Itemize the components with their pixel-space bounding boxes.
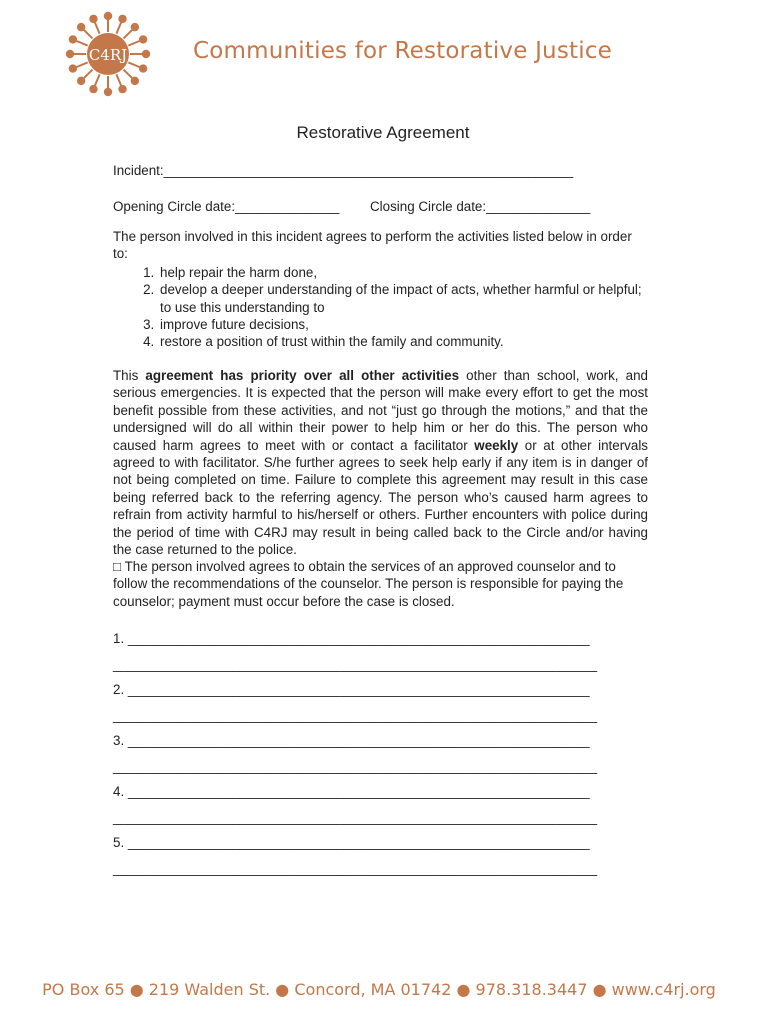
weekly-emphasis: weekly [474,437,519,453]
logo-ray-dot [104,88,112,96]
logo-ray [95,23,100,34]
activity-line[interactable]: 4. ______________________________________________________________ [113,784,590,799]
activity-line[interactable]: 1. ______________________________________________________________ [113,631,590,646]
logo-ray-dot [118,85,126,93]
logo-ray [77,41,88,46]
logo-ray [116,23,121,34]
logo-ray [84,70,92,78]
goals-list [113,264,648,351]
logo-ray-dot [77,77,85,85]
logo-ray-dot [118,15,126,23]
intro-section [113,228,648,351]
activity-lines [113,630,633,885]
incident-field[interactable]: Incident:_______________________________________________________ [113,163,574,178]
activity-line[interactable]: _________________________________________________________________ [113,759,598,775]
logo-ray-dot [89,15,97,23]
priority-text: other than school, work, and serious emergencies. It is expected that the person will make every effort to get the most benefit possible from these activities, and not “just go through the motions,” and that the undersigned will do all within their power to help him or her do this. The person who caused harm agrees to meet with or contact a facilitator [113,368,648,453]
goal-item: 2. develop a deeper understanding of the impact of acts, whether harmful or helpful; to use this understanding to [158,281,648,316]
logo-ray [95,74,100,85]
activity-entry [113,630,633,681]
goal-item: 4. restore a position of trust within the family and community. [158,333,648,350]
counselor-text[interactable]: □ The person involved agrees to obtain the services of an approved counselor and to follow the recommendations of the counselor. The person is responsible for paying the counselor; payment must occur before the case is closed. [113,559,624,609]
logo-ray [128,41,139,46]
activity-line[interactable]: 2. ______________________________________________________________ [113,682,590,697]
logo-ray-dot [69,35,77,43]
activity-line[interactable]: _________________________________________________________________ [113,810,598,826]
c4rj-logo [62,8,154,100]
logo-ray-dot [139,35,147,43]
logo-ray-dot [131,23,139,31]
logo-ray [124,70,132,78]
activity-entry [113,834,633,885]
logo-ray-dot [131,77,139,85]
logo-ray [84,30,92,38]
priority-emphasis: agreement has priority over all other activities [145,368,460,383]
footer-address: PO Box 65 ● 219 Walden St. ● Concord, MA 01742 ● 978.318.3447 ● www.c4rj.org [42,980,716,999]
logo-ray-dot [139,64,147,72]
activity-line[interactable]: _________________________________________________________________ [113,708,598,724]
logo-ray [77,62,88,67]
logo-ray-dot [89,85,97,93]
counselor-paragraph [113,558,648,610]
logo-ray-dot [77,23,85,31]
org-name: Communities for Restorative Justice [193,38,613,64]
activity-line[interactable]: _________________________________________________________________ [113,657,598,673]
document-title: Restorative Agreement [296,123,470,142]
goal-item: 3. improve future decisions, [158,316,648,333]
priority-text: or at other intervals agreed to with facilitator. S/he further agrees to seek help early if any item is in danger of not being completed on time. Failure to complete this agreement may result in this case being referred back to the referring agency. The person who’s caused harm agrees to refrain from activity harmful to his/herself or others. Further encounters with police during the period of time with C4RJ may result in being called back to the Circle and/or having the case returned to the police. [113,437,648,558]
logo-ray-dot [69,64,77,72]
sun-logo-icon [62,8,154,100]
logo-ray [124,30,132,38]
activity-entry [113,681,633,732]
activity-line[interactable]: _________________________________________________________________ [113,861,598,877]
logo-text: C4RJ [88,46,128,64]
logo-ray-dot [142,50,150,58]
logo-ray-dot [66,50,74,58]
activity-entry [113,783,633,834]
priority-text: This [113,368,146,383]
priority-paragraph [113,367,648,558]
intro-text: The person involved in this incident agrees to perform the activities listed below in order to: [113,229,632,262]
activity-line[interactable]: 3. ______________________________________________________________ [113,733,590,748]
closing-circle-date-field[interactable]: Closing Circle date:______________ [370,199,591,214]
logo-ray-dot [104,12,112,20]
opening-circle-date-field[interactable]: Opening Circle date:______________ [113,199,340,214]
activity-line[interactable]: 5. ______________________________________________________________ [113,835,590,850]
goal-item: 1. help repair the harm done, [158,264,648,281]
logo-ray [116,74,121,85]
activity-entry [113,732,633,783]
logo-ray [128,62,139,67]
